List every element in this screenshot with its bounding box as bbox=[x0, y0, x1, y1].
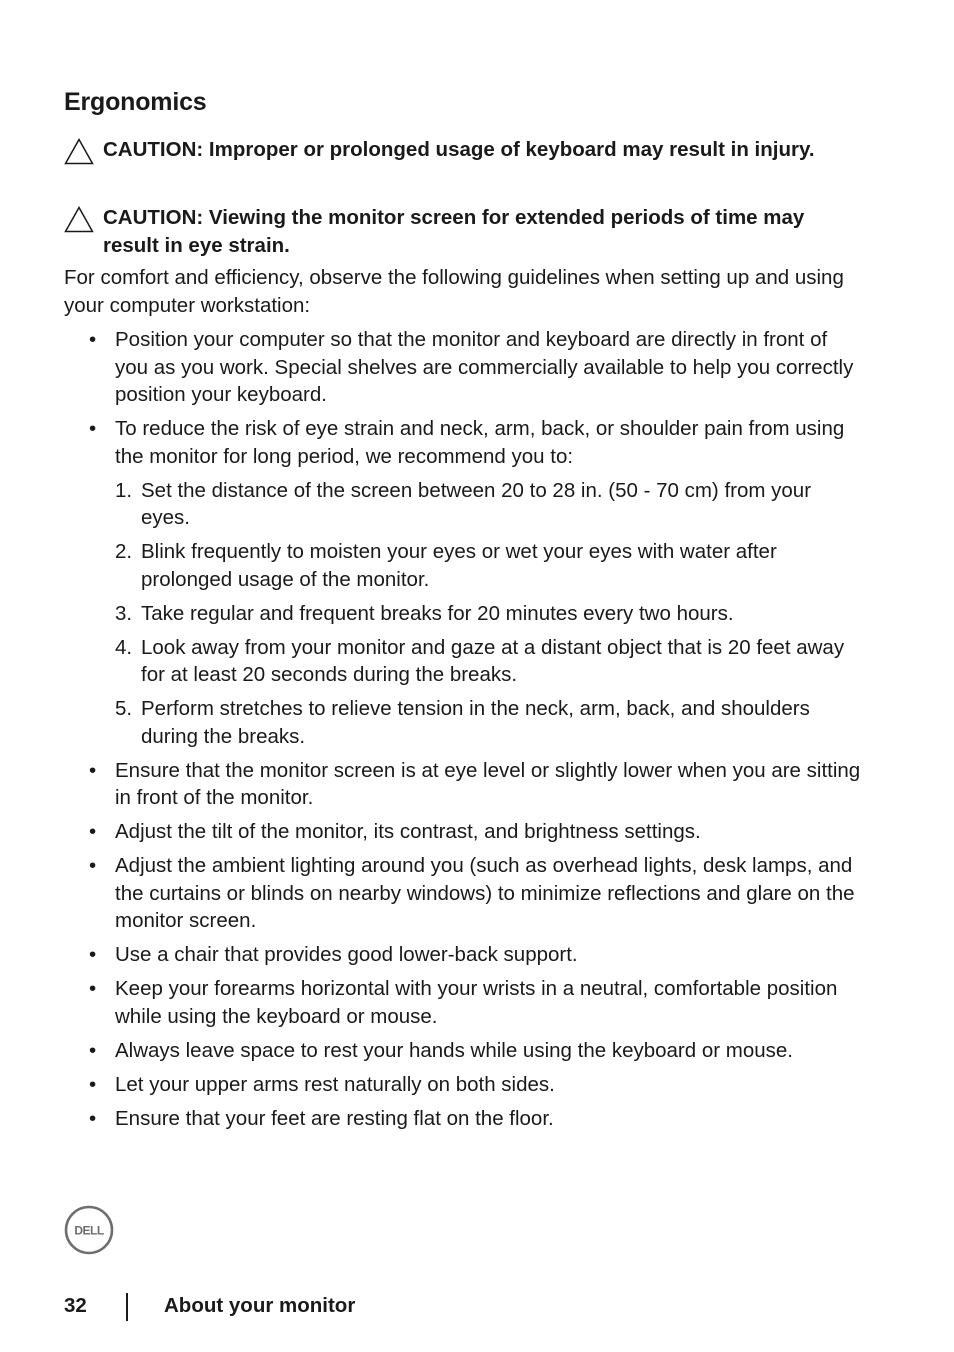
list-item bbox=[64, 326, 864, 409]
bullet-icon: • bbox=[89, 1038, 97, 1062]
list-item bbox=[64, 852, 864, 935]
step-number: 4. bbox=[115, 635, 133, 659]
step-number: 2. bbox=[115, 540, 133, 563]
guideline-text: Ensure that your feet are resting flat on the floor. bbox=[115, 1106, 554, 1130]
list-item bbox=[64, 757, 864, 812]
caution-keyboard bbox=[64, 136, 864, 164]
caution-eye-strain bbox=[64, 204, 864, 259]
guideline-text: To reduce the risk of eye strain and neck, arm, back, or shoulder pain from using the monitor for long period, we recommend you to: bbox=[115, 417, 845, 468]
guideline-text: Keep your forearms horizontal with your wrists in a neutral, comfortable position while using the keyboard or mouse. bbox=[115, 977, 838, 1028]
list-item bbox=[64, 941, 864, 969]
list-item bbox=[64, 818, 864, 846]
list-item bbox=[64, 695, 864, 750]
step-text: Blink frequently to moisten your eyes or wet your eyes with water after prolonged usage of the monitor. bbox=[141, 540, 777, 591]
step-text: Perform stretches to relieve tension in the neck, arm, back, and shoulders during the breaks. bbox=[141, 697, 810, 748]
dell-logo-icon bbox=[64, 1205, 114, 1255]
list-item bbox=[64, 1071, 864, 1099]
bullet-icon: • bbox=[89, 417, 97, 440]
section-title: Ergonomics bbox=[64, 88, 207, 116]
list-item bbox=[64, 600, 864, 628]
guideline-text: Adjust the tilt of the monitor, its contrast, and brightness settings. bbox=[115, 820, 701, 843]
bullet-icon: • bbox=[89, 1106, 97, 1130]
guidelines-list bbox=[64, 326, 864, 1139]
bullet-icon: • bbox=[89, 1072, 97, 1096]
list-item bbox=[64, 477, 864, 532]
dell-logo-text: DELL bbox=[74, 1223, 104, 1238]
bullet-icon: • bbox=[89, 328, 97, 351]
caution-triangle-icon bbox=[64, 138, 94, 165]
list-item bbox=[64, 1037, 864, 1065]
bullet-icon: • bbox=[89, 820, 97, 843]
bullet-icon: • bbox=[89, 854, 97, 877]
footer-section-title: About your monitor bbox=[164, 1294, 356, 1317]
page-number: 32 bbox=[64, 1294, 87, 1317]
bullet-icon: • bbox=[89, 977, 97, 1000]
step-number: 3. bbox=[115, 601, 133, 625]
footer-divider bbox=[126, 1293, 128, 1321]
step-text: Look away from your monitor and gaze at a distant object that is 20 feet away for at least 20 seconds during the breaks. bbox=[141, 635, 845, 686]
caution-triangle-icon bbox=[64, 206, 94, 233]
eye-strain-steps-list bbox=[64, 477, 864, 751]
list-item bbox=[64, 634, 864, 689]
step-text: Set the distance of the screen between 20 to 28 in. (50 - 70 cm) from your eyes. bbox=[141, 478, 812, 529]
step-number: 1. bbox=[115, 478, 133, 502]
bullet-icon: • bbox=[89, 943, 97, 966]
caution-text: CAUTION: Improper or prolonged usage of keyboard may result in injury. bbox=[103, 138, 815, 161]
intro-paragraph: For comfort and efficiency, observe the following guidelines when setting up and using your computer workstation: bbox=[64, 266, 844, 317]
guideline-text: Ensure that the monitor screen is at eye level or slightly lower when you are sitting in front of the monitor. bbox=[115, 758, 861, 809]
caution-text: CAUTION: Viewing the monitor screen for extended periods of time may result in eye strain. bbox=[103, 206, 805, 257]
guideline-text: Always leave space to rest your hands while using the keyboard or mouse. bbox=[115, 1038, 794, 1062]
guideline-text: Position your computer so that the monitor and keyboard are directly in front of you as you work. Special shelves are commercially available to help you correctly position your keyboard. bbox=[115, 328, 854, 406]
list-item bbox=[64, 538, 864, 593]
list-item bbox=[64, 415, 864, 750]
guideline-text: Adjust the ambient lighting around you (such as overhead lights, desk lamps, and the curtains or blinds on nearby windows) to minimize reflections and glare on the monitor screen. bbox=[115, 854, 855, 932]
step-number: 5. bbox=[115, 697, 133, 720]
guideline-text: Let your upper arms rest naturally on both sides. bbox=[115, 1072, 555, 1096]
list-item bbox=[64, 975, 864, 1030]
step-text: Take regular and frequent breaks for 20 minutes every two hours. bbox=[141, 601, 734, 625]
list-item bbox=[64, 1105, 864, 1133]
bullet-icon: • bbox=[89, 758, 97, 782]
guideline-text: Use a chair that provides good lower-back support. bbox=[115, 943, 578, 966]
